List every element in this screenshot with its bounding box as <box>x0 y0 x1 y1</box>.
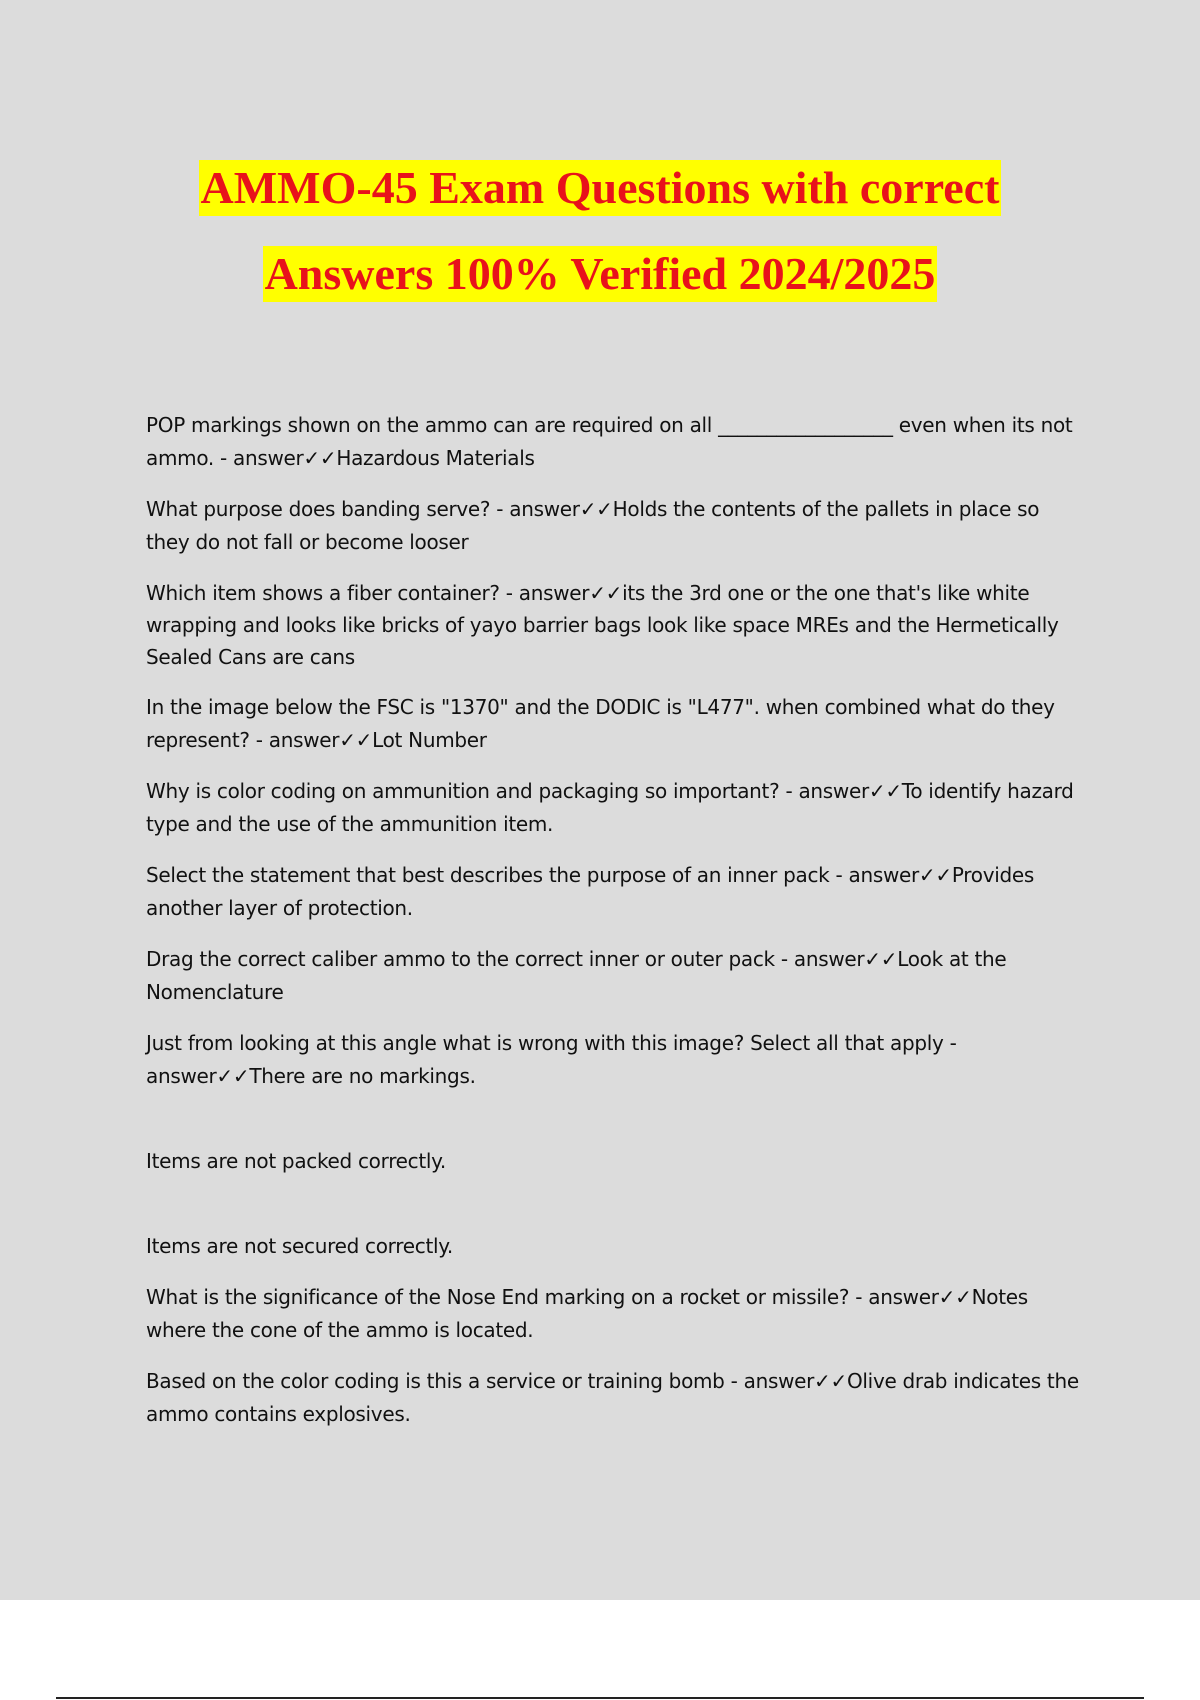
qa-separator: - answer✓✓ <box>724 1369 847 1393</box>
qa-answer: Look at the Nomenclature <box>146 947 1007 1004</box>
qa-separator: - answer✓✓ <box>490 497 613 521</box>
qa-answer: Notes where the cone of the ammo is located. <box>146 1285 1028 1342</box>
qa-item <box>146 859 1086 925</box>
qa-answer: There are no markings. <box>249 1064 476 1088</box>
qa-item <box>146 577 1086 673</box>
qa-answer: Olive drab indicates the ammo contains explosives. <box>146 1369 1079 1426</box>
qa-question: What purpose does banding serve? <box>146 497 491 521</box>
qa-question: Which item shows a fiber container? <box>146 581 500 605</box>
qa-separator: - answer✓✓ <box>146 1031 957 1088</box>
footer-divider <box>56 1697 1144 1699</box>
title-line-1: AMMO-45 Exam Questions with correct <box>199 160 1002 216</box>
qa-separator: - answer✓✓ <box>849 1285 972 1309</box>
qa-question: In the image below the FSC is "1370" and the DODIC is "L477". when combined what do they represent? <box>146 695 1055 752</box>
qa-item <box>146 1027 1086 1093</box>
qa-item <box>146 1281 1086 1347</box>
qa-answer: its the 3rd one or the one that's like white wrapping and looks like bricks of yayo barrier bags look like space MREs and the Hermetically Sealed Cans are cans <box>146 581 1059 669</box>
qa-separator: - answer✓✓ <box>774 947 898 971</box>
qa-item <box>146 493 1086 559</box>
qa-list <box>146 409 1086 1449</box>
qa-separator: - answer✓✓ <box>499 581 623 605</box>
qa-item <box>146 409 1086 475</box>
qa-question: Select the statement that best describes the purpose of an inner pack <box>146 863 830 887</box>
qa-question: Drag the correct caliber ammo to the correct inner or outer pack <box>146 947 775 971</box>
qa-answer: To identify hazard type and the use of the ammunition item. <box>146 779 1074 836</box>
extra-answer-line: Items are not packed correctly. <box>146 1149 446 1173</box>
qa-question: Why is color coding on ammunition and packaging so important? <box>146 779 780 803</box>
qa-answer: Hazardous Materials <box>336 446 535 470</box>
qa-question: POP markings shown on the ammo can are required on all __________________ even when its not ammo. <box>146 413 1073 470</box>
qa-answer: Holds the contents of the pallets in place so they do not fall or become looser <box>146 497 1040 554</box>
title-line-2: Answers 100% Verified 2024/2025 <box>263 246 938 302</box>
extra-answer-line: Items are not secured correctly. <box>146 1234 453 1258</box>
qa-answer: Lot Number <box>372 728 487 752</box>
qa-separator: - answer✓✓ <box>779 779 902 803</box>
qa-question: What is the significance of the Nose End marking on a rocket or missile? <box>146 1285 850 1309</box>
document-title <box>0 160 1200 302</box>
qa-answer: Provides another layer of protection. <box>146 863 1035 920</box>
qa-item <box>146 1365 1086 1431</box>
qa-question: Just from looking at this angle what is wrong with this image? Select all that apply <box>146 1031 944 1055</box>
qa-separator: - answer✓✓ <box>829 863 952 887</box>
qa-item <box>146 775 1086 841</box>
qa-separator: - answer✓✓ <box>213 446 337 470</box>
qa-question: Based on the color coding is this a service or training bomb <box>146 1369 725 1393</box>
qa-separator: - answer✓✓ <box>249 728 373 752</box>
qa-item <box>146 691 1086 757</box>
qa-item <box>146 943 1086 1009</box>
